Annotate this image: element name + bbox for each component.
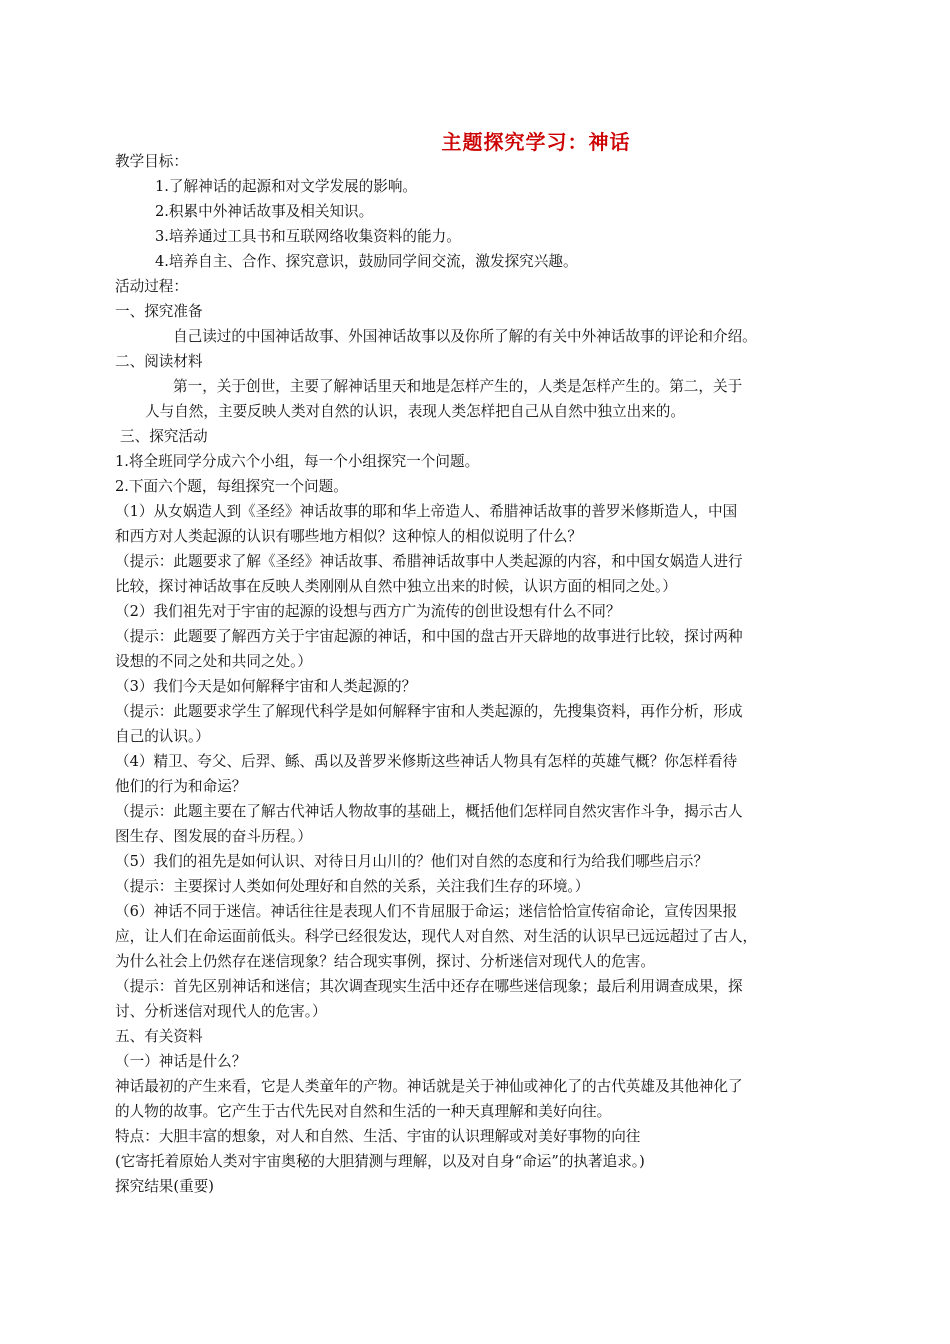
objectives-heading: 教学目标： (115, 153, 188, 170)
definition-text: 神话最初的产生来看，它是人类童年的产物。神话就是关于神仙或神化了的古代英雄及其他神化了 (115, 1078, 743, 1095)
question-hint: （提示：首先区别神话和迷信；其次调查现实生活中还存在哪些迷信现象；最后利用调查成果，探 (115, 978, 743, 995)
objective-item: 3.培养通过工具书和互联网络收集资料的能力。 (155, 228, 461, 245)
question-text: （2）我们祖先对于宇宙的起源的设想与西方广为流传的创世设想有什么不同？ (115, 603, 621, 620)
question-text: （3）我们今天是如何解释宇宙和人类起源的？ (115, 678, 417, 695)
process-heading: 活动过程： (115, 278, 188, 295)
section-paragraph: 人与自然，主要反映人类对自然的认识，表现人类怎样把自己从自然中独立出来的。 (145, 403, 685, 420)
question-text: 他们的行为和命运？ (115, 778, 247, 795)
question-hint: （提示：此题主要在了解古代神话人物故事的基础上，概括他们怎样同自然灾害作斗争，揭示古人 (115, 803, 743, 820)
question-hint: 比较，探讨神话故事在反映人类刚刚从自然中独立出来的时候，认识方面的相同之处。） (115, 578, 677, 595)
question-text: 应，让人们在命运面前低头。科学已经很发达，现代人对自然、对生活的认识早已远远超过了古人， (115, 928, 758, 945)
question-text: 和西方对人类起源的认识有哪些地方相似？这种惊人的相似说明了什么？ (115, 528, 583, 545)
section-heading: 二、阅读材料 (115, 353, 203, 370)
subsection-heading: （一）神话是什么？ (115, 1053, 247, 1070)
question-hint: 讨、分析迷信对现代人的危害。） (115, 1003, 327, 1020)
objective-item: 2.积累中外神话故事及相关知识。 (155, 203, 374, 220)
activity-step: 1.将全班同学分成六个小组，每一个小组探究一个问题。 (115, 453, 480, 470)
section-heading: 一、探究准备 (115, 303, 203, 320)
section-heading: 三、探究活动 (120, 428, 208, 445)
question-hint: （提示：此题要了解西方关于宇宙起源的神话，和中国的盘古开天辟地的故事进行比较，探讨两种 (115, 628, 743, 645)
question-text: （1）从女娲造人到《圣经》神话故事的耶和华上帝造人、希腊神话故事的普罗米修斯造人，中国 (115, 503, 738, 520)
question-hint: （提示：此题要求学生了解现代科学是如何解释宇宙和人类起源的，先搜集资料，再作分析，形成 (115, 703, 743, 720)
section-heading: 五、有关资料 (115, 1028, 203, 1045)
features-text: 特点：大胆丰富的想象，对人和自然、生活、宇宙的认识理解或对美好事物的向往 (115, 1128, 641, 1145)
question-hint: 设想的不同之处和共同之处。） (115, 653, 313, 670)
definition-text: 的人物的故事。它产生于古代先民对自然和生活的一种天真理解和美好向往。 (115, 1103, 612, 1120)
results-heading: 探究结果(重要) (115, 1178, 214, 1195)
activity-step: 2.下面六个题，每组探究一个问题。 (115, 478, 348, 495)
question-hint: （提示：主要探讨人类如何处理好和自然的关系，关注我们生存的环境。） (115, 878, 590, 895)
objective-item: 1.了解神话的起源和对文学发展的影响。 (155, 178, 418, 195)
question-text: （4）精卫、夸父、后羿、鲧、禹以及普罗米修斯这些神话人物具有怎样的英雄气概？你怎样看待 (115, 753, 738, 770)
question-text: （5）我们的祖先是如何认识、对待日月山川的？他们对自然的态度和行为给我们哪些启示？ (115, 853, 709, 870)
objective-item: 4.培养自主、合作、探究意识，鼓励同学间交流，激发探究兴趣。 (155, 253, 578, 270)
question-text: （6）神话不同于迷信。神话往往是表现人们不肯屈服于命运；迷信恰恰宣传宿命论，宣传因果报 (115, 903, 738, 920)
question-hint: 图生存、图发展的奋斗历程。） (115, 828, 313, 845)
page-title: 主题探究学习：神话 (441, 130, 631, 154)
section-paragraph: 第一，关于创世，主要了解神话里天和地是怎样产生的，人类是怎样产生的。第二，关于 (173, 378, 743, 395)
question-text: 为什么社会上仍然存在迷信现象？结合现实事例，探讨、分析迷信对现代人的危害。 (115, 953, 655, 970)
question-hint: 自己的认识。） (115, 728, 210, 745)
question-hint: （提示：此题要求了解《圣经》神话故事、希腊神话故事中人类起源的内容，和中国女娲造人进行 (115, 553, 743, 570)
features-note: (它寄托着原始人类对宇宙奥秘的大胆猜测与理解，以及对自身“命运”的执著追求。) (115, 1153, 645, 1170)
section-paragraph: 自己读过的中国神话故事、外国神话故事以及你所了解的有关中外神话故事的评论和介绍。 (173, 328, 757, 345)
